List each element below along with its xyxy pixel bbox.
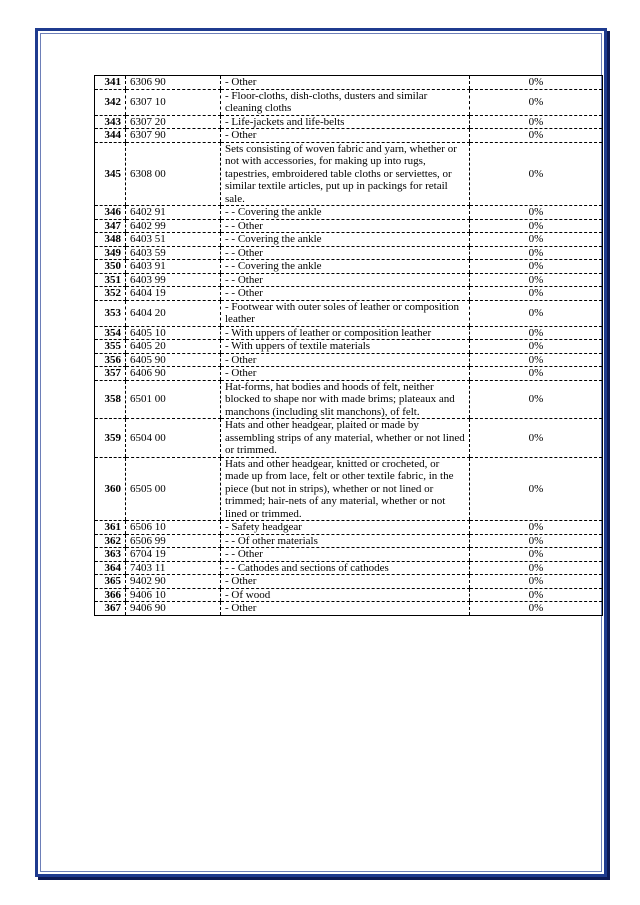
row-number: 357 — [95, 367, 126, 381]
hs-code: 6404 19 — [126, 287, 221, 301]
hs-code: 6308 00 — [126, 142, 221, 206]
row-number: 353 — [95, 300, 126, 326]
description: - - Covering the ankle — [221, 260, 470, 274]
table-row — [95, 273, 603, 287]
description: Hats and other headgear, plaited or made by assembling strips of any material, whether or not lined or trimmed. — [221, 419, 470, 458]
table-row — [95, 457, 603, 521]
tariff-rate: 0% — [470, 548, 603, 562]
table-row — [95, 548, 603, 562]
tariff-rate: 0% — [470, 287, 603, 301]
description: Sets consisting of woven fabric and yarn, whether or not with accessories, for making up into rugs, tapestries, embroidered table cloths or serviettes, or similar textile articles, put up in packings for retail sale. — [221, 142, 470, 206]
hs-code: 6506 10 — [126, 521, 221, 535]
row-number: 352 — [95, 287, 126, 301]
row-number: 363 — [95, 548, 126, 562]
description: - - Other — [221, 548, 470, 562]
row-number: 359 — [95, 419, 126, 458]
row-number: 360 — [95, 457, 126, 521]
description: - Footwear with outer soles of leather or composition leather — [221, 300, 470, 326]
description: - Floor-cloths, dish-cloths, dusters and similar cleaning cloths — [221, 89, 470, 115]
description: - - Other — [221, 246, 470, 260]
tariff-rate: 0% — [470, 367, 603, 381]
tariff-rate: 0% — [470, 534, 603, 548]
table-row — [95, 340, 603, 354]
hs-code: 7403 11 — [126, 561, 221, 575]
table-row — [95, 300, 603, 326]
tariff-rate: 0% — [470, 326, 603, 340]
tariff-rate: 0% — [470, 219, 603, 233]
tariff-rate: 0% — [470, 561, 603, 575]
table-row — [95, 89, 603, 115]
tariff-rate: 0% — [470, 89, 603, 115]
table-row — [95, 602, 603, 616]
row-number: 345 — [95, 142, 126, 206]
tariff-rate: 0% — [470, 457, 603, 521]
table-row — [95, 129, 603, 143]
tariff-table-body — [95, 76, 603, 616]
tariff-rate: 0% — [470, 115, 603, 129]
row-number: 365 — [95, 575, 126, 589]
description: - Other — [221, 602, 470, 616]
description: - Other — [221, 575, 470, 589]
tariff-rate: 0% — [470, 419, 603, 458]
table-row — [95, 206, 603, 220]
row-number: 346 — [95, 206, 126, 220]
table-row — [95, 287, 603, 301]
hs-code: 6504 00 — [126, 419, 221, 458]
tariff-rate: 0% — [470, 588, 603, 602]
row-number: 356 — [95, 353, 126, 367]
table-row — [95, 575, 603, 589]
row-number: 366 — [95, 588, 126, 602]
tariff-rate: 0% — [470, 380, 603, 419]
hs-code: 6501 00 — [126, 380, 221, 419]
description: - Of wood — [221, 588, 470, 602]
description: - - Other — [221, 219, 470, 233]
hs-code: 6307 90 — [126, 129, 221, 143]
tariff-table — [94, 75, 603, 616]
row-number: 348 — [95, 233, 126, 247]
hs-code: 6405 10 — [126, 326, 221, 340]
hs-code: 6403 59 — [126, 246, 221, 260]
description: Hats and other headgear, knitted or crocheted, or made up from lace, felt or other textile fabric, in the piece (but not in strips), whether or not lined or trimmed; hair-nets of any material, whether or not lined or trimmed. — [221, 457, 470, 521]
tariff-rate: 0% — [470, 129, 603, 143]
description: - - Of other materials — [221, 534, 470, 548]
tariff-rate: 0% — [470, 142, 603, 206]
row-number: 344 — [95, 129, 126, 143]
table-row — [95, 588, 603, 602]
description: Hat-forms, hat bodies and hoods of felt, neither blocked to shape nor with made brims; plateaux and manchons (including slit manchons), of felt. — [221, 380, 470, 419]
table-row — [95, 142, 603, 206]
hs-code: 6404 20 — [126, 300, 221, 326]
row-number: 343 — [95, 115, 126, 129]
description: - - Other — [221, 273, 470, 287]
row-number: 351 — [95, 273, 126, 287]
hs-code: 6402 91 — [126, 206, 221, 220]
tariff-rate: 0% — [470, 521, 603, 535]
hs-code: 6505 00 — [126, 457, 221, 521]
tariff-rate: 0% — [470, 340, 603, 354]
table-row — [95, 419, 603, 458]
description: - - Covering the ankle — [221, 233, 470, 247]
row-number: 347 — [95, 219, 126, 233]
row-number: 362 — [95, 534, 126, 548]
tariff-rate: 0% — [470, 246, 603, 260]
hs-code: 9406 90 — [126, 602, 221, 616]
table-row — [95, 521, 603, 535]
hs-code: 6403 51 — [126, 233, 221, 247]
row-number: 342 — [95, 89, 126, 115]
row-number: 354 — [95, 326, 126, 340]
description: - Life-jackets and life-belts — [221, 115, 470, 129]
hs-code: 6704 19 — [126, 548, 221, 562]
description: - Other — [221, 367, 470, 381]
row-number: 341 — [95, 76, 126, 90]
hs-code: 6402 99 — [126, 219, 221, 233]
description: - With uppers of leather or composition leather — [221, 326, 470, 340]
description: - Other — [221, 76, 470, 90]
hs-code: 9406 10 — [126, 588, 221, 602]
tariff-rate: 0% — [470, 300, 603, 326]
table-row — [95, 367, 603, 381]
hs-code: 6307 20 — [126, 115, 221, 129]
hs-code: 6403 99 — [126, 273, 221, 287]
tariff-rate: 0% — [470, 353, 603, 367]
tariff-rate: 0% — [470, 260, 603, 274]
row-number: 349 — [95, 246, 126, 260]
tariff-rate: 0% — [470, 575, 603, 589]
description: - With uppers of textile materials — [221, 340, 470, 354]
hs-code: 6405 90 — [126, 353, 221, 367]
description: - Other — [221, 353, 470, 367]
description: - Other — [221, 129, 470, 143]
table-row — [95, 353, 603, 367]
row-number: 355 — [95, 340, 126, 354]
tariff-rate: 0% — [470, 602, 603, 616]
row-number: 361 — [95, 521, 126, 535]
table-row — [95, 326, 603, 340]
hs-code: 6405 20 — [126, 340, 221, 354]
hs-code: 6306 90 — [126, 76, 221, 90]
table-row — [95, 380, 603, 419]
hs-code: 6506 99 — [126, 534, 221, 548]
tariff-rate: 0% — [470, 233, 603, 247]
hs-code: 6307 10 — [126, 89, 221, 115]
hs-code: 9402 90 — [126, 575, 221, 589]
table-row — [95, 233, 603, 247]
table-row — [95, 76, 603, 90]
tariff-rate: 0% — [470, 76, 603, 90]
description: - - Covering the ankle — [221, 206, 470, 220]
tariff-rate: 0% — [470, 273, 603, 287]
description: - - Cathodes and sections of cathodes — [221, 561, 470, 575]
row-number: 358 — [95, 380, 126, 419]
tariff-rate: 0% — [470, 206, 603, 220]
hs-code: 6406 90 — [126, 367, 221, 381]
table-row — [95, 534, 603, 548]
table-row — [95, 561, 603, 575]
table-row — [95, 260, 603, 274]
description: - Safety headgear — [221, 521, 470, 535]
table-row — [95, 115, 603, 129]
row-number: 367 — [95, 602, 126, 616]
row-number: 350 — [95, 260, 126, 274]
table-row — [95, 246, 603, 260]
hs-code: 6403 91 — [126, 260, 221, 274]
row-number: 364 — [95, 561, 126, 575]
table-row — [95, 219, 603, 233]
description: - - Other — [221, 287, 470, 301]
